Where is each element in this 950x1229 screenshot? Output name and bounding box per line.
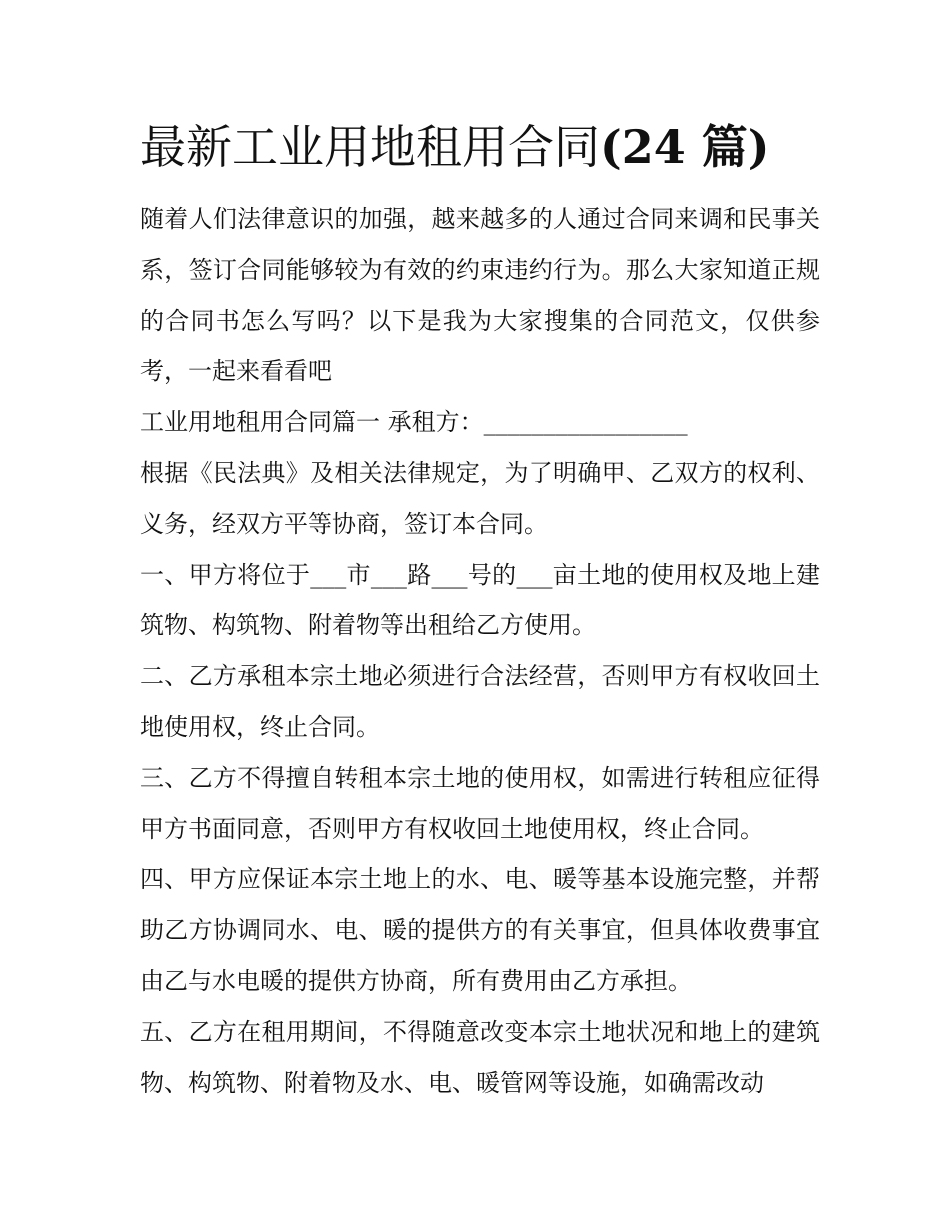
document-title-suffix: (24 篇) xyxy=(600,120,770,174)
clause-3: 三、乙方不得擅自转租本宗土地的使用权，如需进行转租应征得甲方书面同意，否则甲方有权收回土地使用权，终止合同。 xyxy=(140,763,820,843)
clause-5: 五、乙方在租用期间，不得随意改变本宗土地状况和地上的建筑物、构筑物、附着物及水、电、暖管网等设施，如确需改动 xyxy=(140,1017,820,1097)
document-page xyxy=(140,112,820,1108)
intro-paragraph: 随着人们法律意识的加强，越来越多的人通过合同来调和民事关系，签订合同能够较为有效的约束违约行为。那么大家知道正规的合同书怎么写吗？以下是我为大家搜集的合同范文，仅供参考，一起来看看吧 xyxy=(140,205,820,386)
clause-1: 一、甲方将位于___市___路___号的___亩土地的使用权及地上建筑物、构筑物、附着物等出租给乙方使用。 xyxy=(140,560,820,640)
clause-2: 二、乙方承租本宗土地必须进行合法经营，否则甲方有权收回土地使用权，终止合同。 xyxy=(140,662,820,741)
clause-4: 四、甲方应保证本宗土地上的水、电、暖等基本设施完整，并帮助乙方协调同水、电、暖的提供方的有关事宜，但具体收费事宜由乙与水电暖的提供方协商，所有费用由乙方承担。 xyxy=(140,865,820,995)
document-title xyxy=(140,112,820,182)
document-title-main: 最新工业用地租用合同 xyxy=(140,120,600,174)
contract-heading-tenant: 工业用地租用合同篇一 承租方：_________________ xyxy=(140,408,688,437)
contract-preamble: 根据《民法典》及相关法律规定，为了明确甲、乙双方的权利、义务，经双方平等协商，签订本合同。 xyxy=(140,458,820,538)
